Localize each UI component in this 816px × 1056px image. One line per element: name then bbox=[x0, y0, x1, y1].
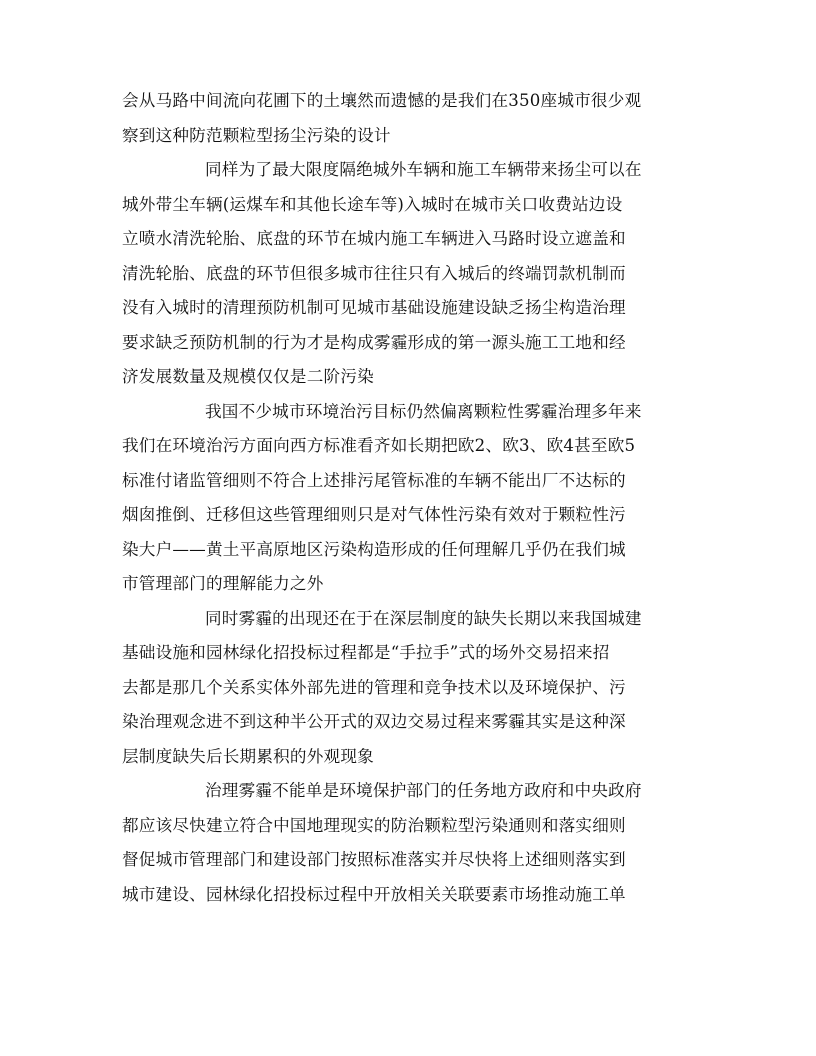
text-line: 去都是那几个关系实体外部先进的管理和竞争技术以及环境保护、污 bbox=[122, 677, 626, 697]
text-line: 清洗轮胎、底盘的环节但很多城市往往只有入城后的终端罚款机制而 bbox=[122, 263, 626, 283]
document-page bbox=[122, 84, 687, 912]
paragraph-1 bbox=[122, 84, 687, 153]
text-line: 标准付诸监管细则不符合上述排污尾管标准的车辆不能出厂不达标的 bbox=[122, 470, 626, 490]
text-line: 染治理观念进不到这种半公开式的双边交易过程来雾霾其实是这种深 bbox=[122, 712, 626, 731]
text-line: 察到这种防范颗粒型扬尘污染的设计 bbox=[122, 125, 391, 145]
paragraph-4 bbox=[122, 602, 687, 775]
text-line: 城市建设、园林绿化招投标过程中开放相关关联要素市场推动施工单 bbox=[122, 884, 626, 904]
text-line: 烟囱推倒、迁移但这些管理细则只是对气体性污染有效对于颗粒性污 bbox=[122, 505, 626, 524]
text-line: 城外带尘车辆(运煤车和其他长途车等)入城时在城市关口收费站边设 bbox=[122, 194, 623, 214]
text-line: 治理雾霾不能单是环境保护部门的任务地方政府和中央政府 bbox=[205, 781, 642, 800]
text-line: 同时雾霾的出现还在于在深层制度的缺失长期以来我国城建 bbox=[205, 608, 642, 628]
text-line: 染大户——黄土平高原地区污染构造形成的任何理解几乎仍在我们城 bbox=[122, 539, 626, 559]
text-line: 会从马路中间流向花圃下的土壤然而遗憾的是我们在350座城市很少观 bbox=[122, 91, 642, 110]
text-line: 督促城市管理部门和建设部门按照标准落实并尽快将上述细则落实到 bbox=[122, 850, 626, 869]
text-line: 我们在环境治污方面向西方标准看齐如长期把欧2、欧3、欧4甚至欧5 bbox=[122, 436, 636, 455]
text-line: 我国不少城市环境治污目标仍然偏离颗粒性雾霾治理多年来 bbox=[205, 401, 642, 421]
paragraph-5 bbox=[122, 774, 687, 912]
paragraph-3 bbox=[122, 395, 687, 602]
text-line: 立喷水清洗轮胎、底盘的环节在城内施工车辆进入马路时设立遮盖和 bbox=[122, 229, 626, 248]
text-line: 市管理部门的理解能力之外 bbox=[122, 574, 324, 593]
text-line: 都应该尽快建立符合中国地理现实的防治颗粒型污染通则和落实细则 bbox=[122, 815, 626, 835]
text-line: 基础设施和园林绿化招投标过程都是“手拉手”式的场外交易招来招 bbox=[122, 643, 610, 662]
text-line: 同样为了最大限度隔绝城外车辆和施工车辆带来扬尘可以在 bbox=[205, 160, 642, 179]
text-line: 要求缺乏预防机制的行为才是构成雾霾形成的第一源头施工工地和经 bbox=[122, 332, 626, 352]
text-line: 没有入城时的清理预防机制可见城市基础设施建设缺乏扬尘构造治理 bbox=[122, 298, 626, 317]
text-line: 层制度缺失后长期累积的外观现象 bbox=[122, 746, 374, 766]
text-line: 济发展数量及规模仅仅是二阶污染 bbox=[122, 367, 374, 386]
paragraph-2 bbox=[122, 153, 687, 395]
